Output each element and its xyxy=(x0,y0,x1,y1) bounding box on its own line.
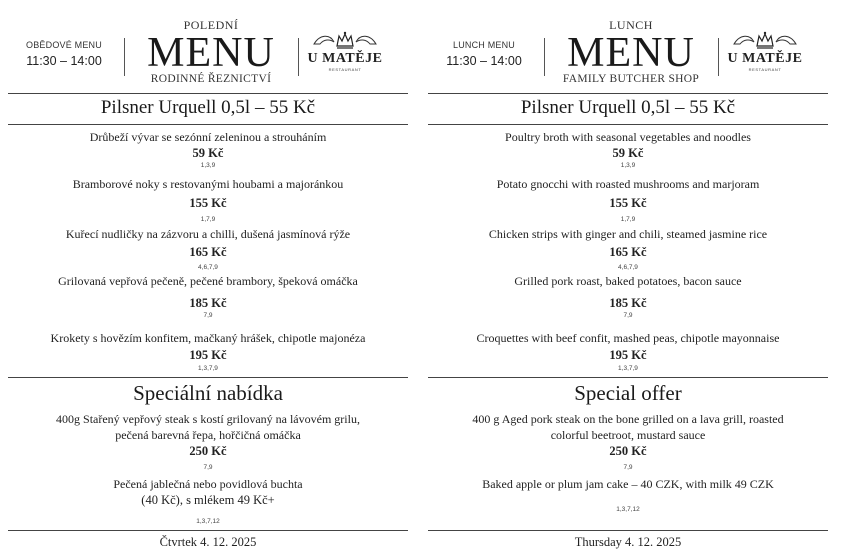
special-name-line: Baked apple or plum jam cake – 40 CZK, with milk 49 CZK xyxy=(482,477,774,491)
logo-tagline: RESTAURANT xyxy=(748,67,782,72)
dish-name: Chicken strips with ginger and chili, steamed jasmine rice xyxy=(488,227,768,241)
hours-label: OBĚDOVÉ MENU xyxy=(26,40,102,50)
menu-header xyxy=(8,0,426,92)
menu-panel-czech xyxy=(8,0,426,558)
dish-item xyxy=(8,226,408,272)
special-allergens: 1,3,7,12 xyxy=(616,506,640,513)
divider-line xyxy=(8,377,408,378)
divider-line xyxy=(428,377,828,378)
title-top: LUNCH xyxy=(609,18,653,32)
dish-item xyxy=(428,176,828,224)
dish-allergens: 4,6,7,9 xyxy=(618,264,638,271)
dish-allergens: 1,3,9 xyxy=(620,162,636,169)
logo-tagline: RESTAURANT xyxy=(328,67,362,72)
special-allergens: 7,9 xyxy=(623,464,633,471)
dish-price: 59 Kč xyxy=(612,146,644,160)
divider-line xyxy=(8,124,408,125)
special-name-line: colorful beetroot, mustard sauce xyxy=(550,428,706,442)
dish-price: 185 Kč xyxy=(189,296,227,310)
dish-allergens: 4,6,7,9 xyxy=(198,264,218,271)
menu-date: Čtvrtek 4. 12. 2025 xyxy=(159,535,257,549)
dish-allergens: 1,3,7,9 xyxy=(618,365,638,372)
title-sub: RODINNÉ ŘEZNICTVÍ xyxy=(150,73,272,85)
hours-time: 11:30 – 14:00 xyxy=(446,54,522,68)
special-allergens: 7,9 xyxy=(203,464,213,471)
dish-item xyxy=(428,273,828,320)
special-item xyxy=(428,411,828,472)
dish-allergens: 1,7,9 xyxy=(200,216,216,223)
header-divider xyxy=(544,38,545,76)
crown-ornament-icon xyxy=(310,30,380,52)
hours-label: LUNCH MENU xyxy=(452,40,515,50)
dish-name: Grilled pork roast, baked potatoes, bacon sauce xyxy=(514,274,742,288)
special-name-line: (40 Kč), s mlékem 49 Kč+ xyxy=(141,493,275,507)
menu-title-block xyxy=(126,18,296,85)
header-divider xyxy=(124,38,125,76)
dish-item xyxy=(8,330,408,373)
title-top: POLEDNÍ xyxy=(183,18,239,32)
title-main: MENU xyxy=(147,30,275,76)
dish-name: Croquettes with beef confit, mashed peas, chipotle mayonnaise xyxy=(476,331,780,345)
dish-allergens: 1,7,9 xyxy=(620,216,636,223)
divider-line xyxy=(428,93,828,94)
menu-date: Thursday 4. 12. 2025 xyxy=(574,535,682,549)
restaurant-logo xyxy=(304,30,386,82)
dish-allergens: 1,3,7,9 xyxy=(198,365,218,372)
dish-allergens: 7,9 xyxy=(203,312,213,319)
dish-price: 155 Kč xyxy=(189,196,227,210)
special-offer-title: Special offer xyxy=(574,381,682,405)
special-item xyxy=(8,411,408,472)
dish-price: 165 Kč xyxy=(189,245,227,259)
dish-price: 165 Kč xyxy=(609,245,647,259)
dish-item xyxy=(8,273,408,320)
lunch-hours xyxy=(8,40,120,68)
dish-allergens: 7,9 xyxy=(623,312,633,319)
dish-name: Poultry broth with seasonal vegetables and noodles xyxy=(505,130,751,144)
hours-time: 11:30 – 14:00 xyxy=(26,54,102,68)
dish-name: Potato gnocchi with roasted mushrooms and marjoram xyxy=(496,177,760,191)
divider-line xyxy=(428,124,828,125)
dish-allergens: 1,3,9 xyxy=(200,162,216,169)
special-allergens: 1,3,7,12 xyxy=(196,518,220,525)
divider-line xyxy=(8,530,408,531)
special-offer-title: Speciální nabídka xyxy=(133,381,283,405)
dish-item xyxy=(428,129,828,170)
special-item xyxy=(428,476,828,514)
crown-ornament-icon xyxy=(730,30,800,52)
header-divider xyxy=(718,38,719,76)
restaurant-logo xyxy=(724,30,806,82)
logo-name: U MATĚJE xyxy=(307,51,383,66)
dish-name: Drůbeží vývar se sezónní zeleninou a strouháním xyxy=(89,130,327,144)
special-name-line: 400g Stařený vepřový steak s kostí grilovaný na lávovém grilu, xyxy=(56,412,360,426)
dish-name: Krokety s hovězím konfitem, mačkaný hrášek, chipotle majonéza xyxy=(50,331,366,345)
dish-name: Kuřecí nudličky na zázvoru a chilli, dušená jasmínová rýže xyxy=(65,227,351,241)
special-name-line: 400 g Aged pork steak on the bone grilled on a lava grill, roasted xyxy=(472,412,784,426)
special-name-line: Pečená jablečná nebo povidlová buchta xyxy=(113,477,303,491)
special-price: 250 Kč xyxy=(189,444,227,458)
dish-price: 185 Kč xyxy=(609,296,647,310)
beer-offer: Pilsner Urquell 0,5l – 55 Kč xyxy=(520,97,736,118)
dish-item xyxy=(428,330,828,373)
logo-name: U MATĚJE xyxy=(727,51,803,66)
divider-line xyxy=(8,93,408,94)
menu-header xyxy=(428,0,846,92)
special-item xyxy=(8,476,408,526)
menu-panel-english xyxy=(428,0,846,558)
dish-price: 195 Kč xyxy=(189,348,227,362)
menu-title-block xyxy=(546,18,716,85)
header-divider xyxy=(298,38,299,76)
dish-price: 155 Kč xyxy=(609,196,647,210)
dish-price: 195 Kč xyxy=(609,348,647,362)
title-sub: FAMILY BUTCHER SHOP xyxy=(562,73,700,85)
dish-item xyxy=(8,176,408,224)
title-main: MENU xyxy=(567,30,695,76)
beer-offer: Pilsner Urquell 0,5l – 55 Kč xyxy=(100,97,316,118)
dish-name: Bramborové noky s restovanými houbami a majoránkou xyxy=(72,177,344,191)
special-price: 250 Kč xyxy=(609,444,647,458)
special-name-line: pečená barevná řepa, hořčičná omáčka xyxy=(115,428,301,442)
dish-item xyxy=(428,226,828,272)
dish-item xyxy=(8,129,408,170)
dish-price: 59 Kč xyxy=(192,146,224,160)
lunch-hours xyxy=(428,40,540,68)
divider-line xyxy=(428,530,828,531)
dish-name: Grilovaná vepřová pečeně, pečené brambory, špeková omáčka xyxy=(58,274,358,288)
